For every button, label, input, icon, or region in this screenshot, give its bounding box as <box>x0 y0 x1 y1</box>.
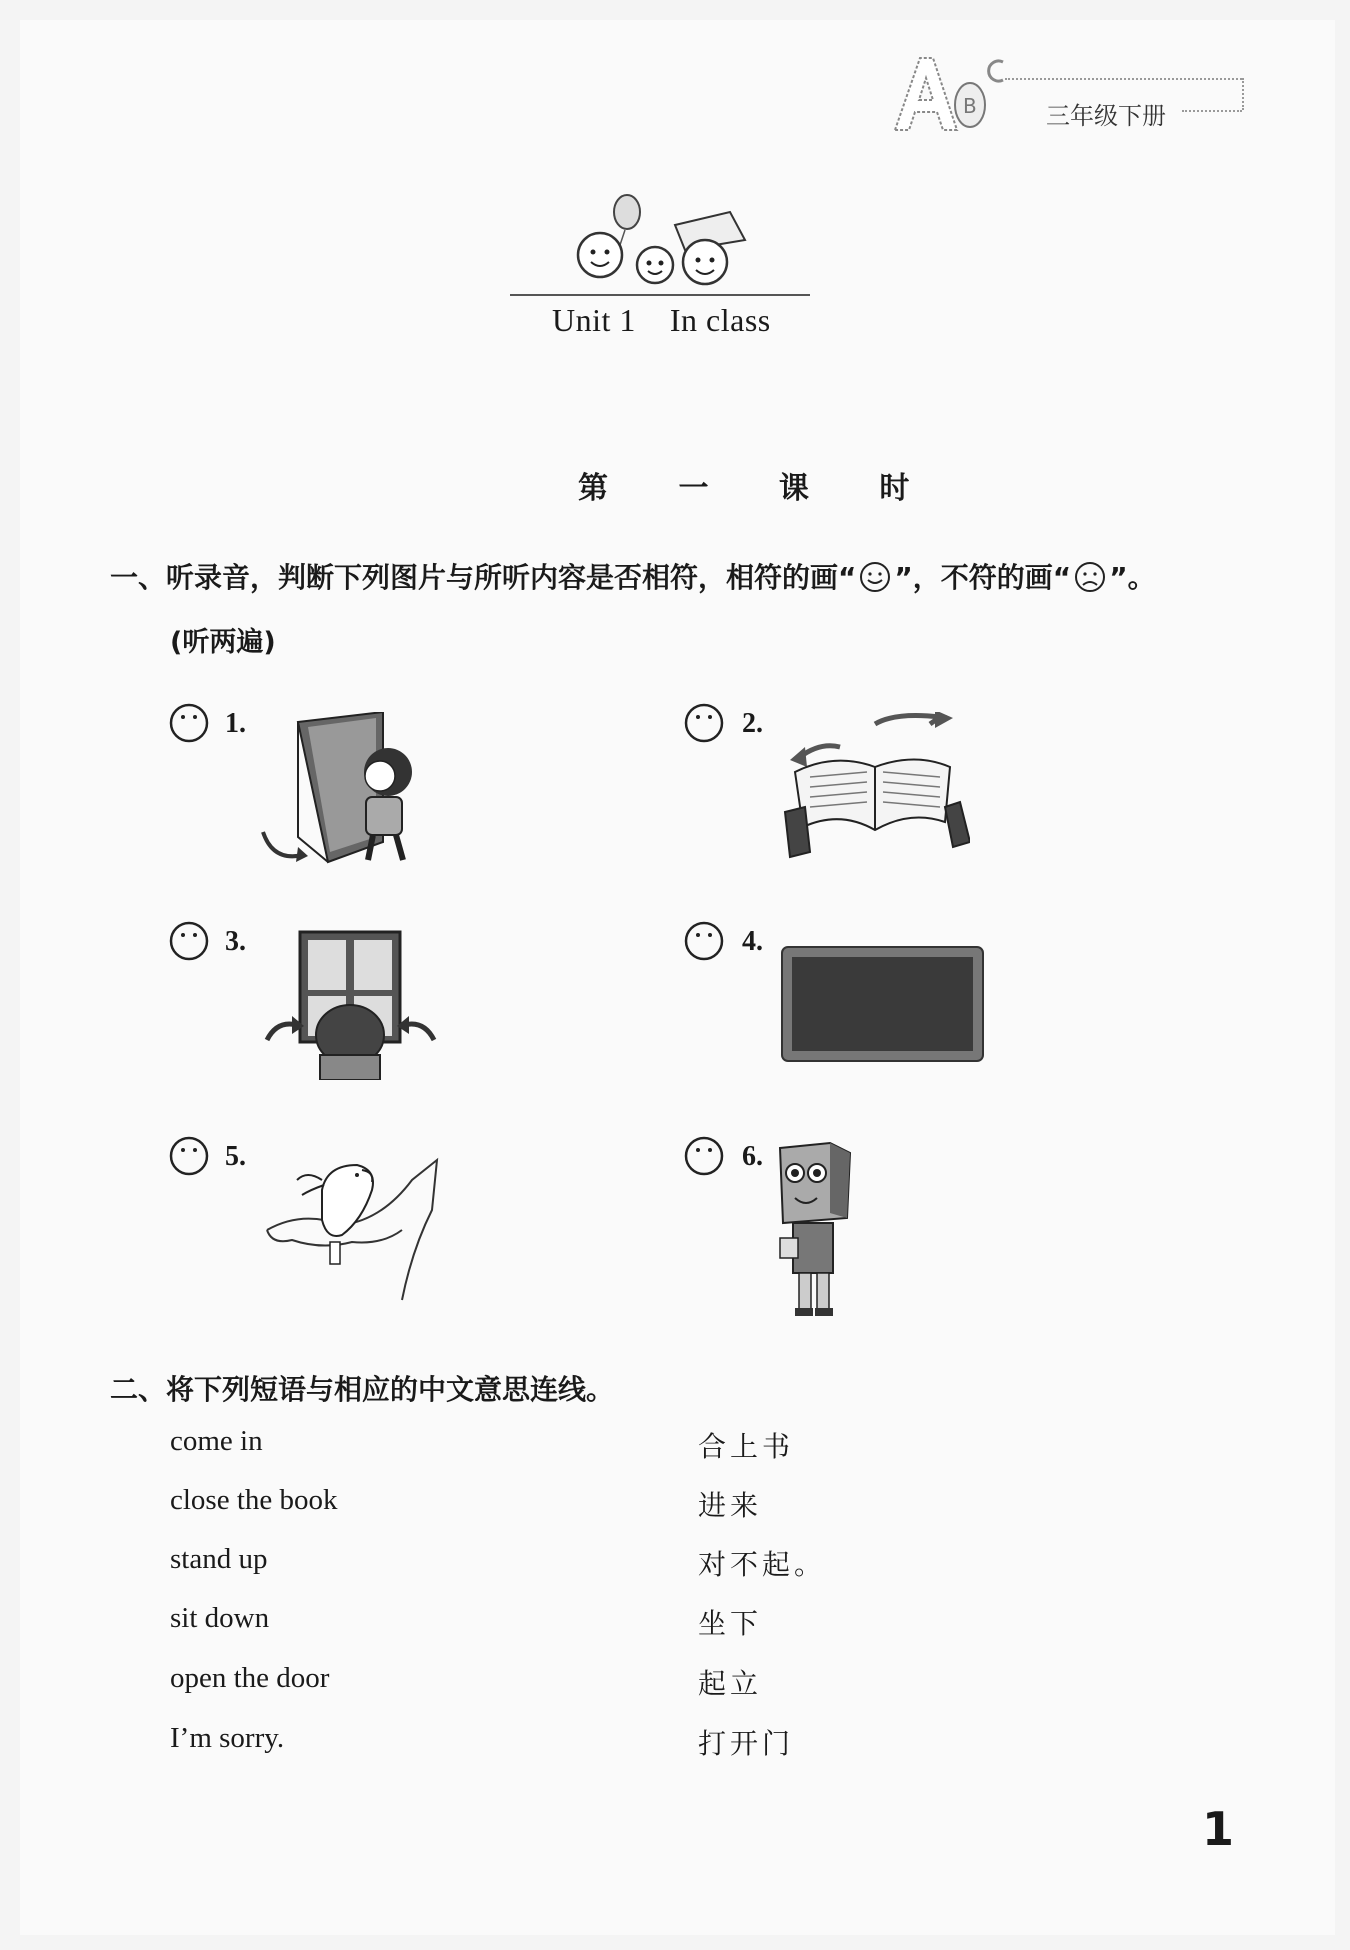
header-dotted-line <box>1005 78 1242 80</box>
instruction-text: ”。 <box>1109 561 1156 594</box>
english-phrase[interactable]: open the door <box>170 1662 330 1694</box>
page-number: 1 <box>1202 1802 1235 1856</box>
unit-title: Unit 1 In class <box>552 302 771 338</box>
english-phrase[interactable]: close the book <box>170 1484 338 1516</box>
instruction-text: ”，不符的画“ <box>894 561 1072 594</box>
answer-face-icon[interactable] <box>683 1135 725 1177</box>
lesson-label: 第 一 课 时 <box>578 471 940 506</box>
answer-face-icon[interactable] <box>168 920 210 962</box>
english-phrase[interactable]: I’m sorry. <box>170 1722 285 1754</box>
abc-letters-icon <box>885 50 1015 135</box>
english-phrase[interactable]: stand up <box>170 1543 268 1575</box>
open-book-icon <box>775 712 970 862</box>
answer-face-icon[interactable] <box>683 702 725 744</box>
instruction-text: 一、听录音，判断下列图片与所听内容是否相符，相符的画“ <box>110 561 857 594</box>
chinese-meaning[interactable]: 起立 <box>698 1667 763 1700</box>
question-number: 6. <box>742 1141 763 1172</box>
robot-reading-book-icon <box>775 1138 855 1318</box>
question-number: 2. <box>742 708 763 739</box>
grade-label: 三年级下册 <box>1046 102 1166 130</box>
title-underline <box>510 294 810 296</box>
section2-instruction: 二、将下列短语与相应的中文意思连线。 <box>110 1373 615 1406</box>
answer-face-icon[interactable] <box>168 702 210 744</box>
answer-face-icon[interactable] <box>168 1135 210 1177</box>
chinese-meaning[interactable]: 进来 <box>698 1489 763 1522</box>
header-dotted-line <box>1242 78 1244 110</box>
question-number: 5. <box>225 1141 246 1172</box>
svg-text:B: B <box>963 94 977 118</box>
header-dotted-line <box>1182 110 1242 112</box>
section1-instruction <box>110 556 1156 596</box>
chinese-meaning[interactable]: 打开门 <box>698 1727 795 1760</box>
children-with-balloon-icon <box>555 190 805 300</box>
parrot-on-branch-icon <box>262 1150 442 1305</box>
english-phrase[interactable]: sit down <box>170 1602 270 1634</box>
question-number: 1. <box>225 708 246 739</box>
answer-face-icon[interactable] <box>683 920 725 962</box>
girl-opening-door-icon <box>258 712 428 867</box>
question-number: 3. <box>225 926 246 957</box>
smiley-face-icon <box>858 560 892 594</box>
sad-face-icon <box>1073 560 1107 594</box>
chinese-meaning[interactable]: 对不起。 <box>698 1548 827 1581</box>
blackboard-icon <box>780 945 985 1063</box>
listen-twice-note: (听两遍) <box>170 627 276 658</box>
question-number: 4. <box>742 926 763 957</box>
english-phrase[interactable]: come in <box>170 1425 263 1457</box>
boy-opening-window-icon <box>262 930 442 1080</box>
chinese-meaning[interactable]: 合上书 <box>698 1430 795 1463</box>
chinese-meaning[interactable]: 坐下 <box>698 1607 763 1640</box>
